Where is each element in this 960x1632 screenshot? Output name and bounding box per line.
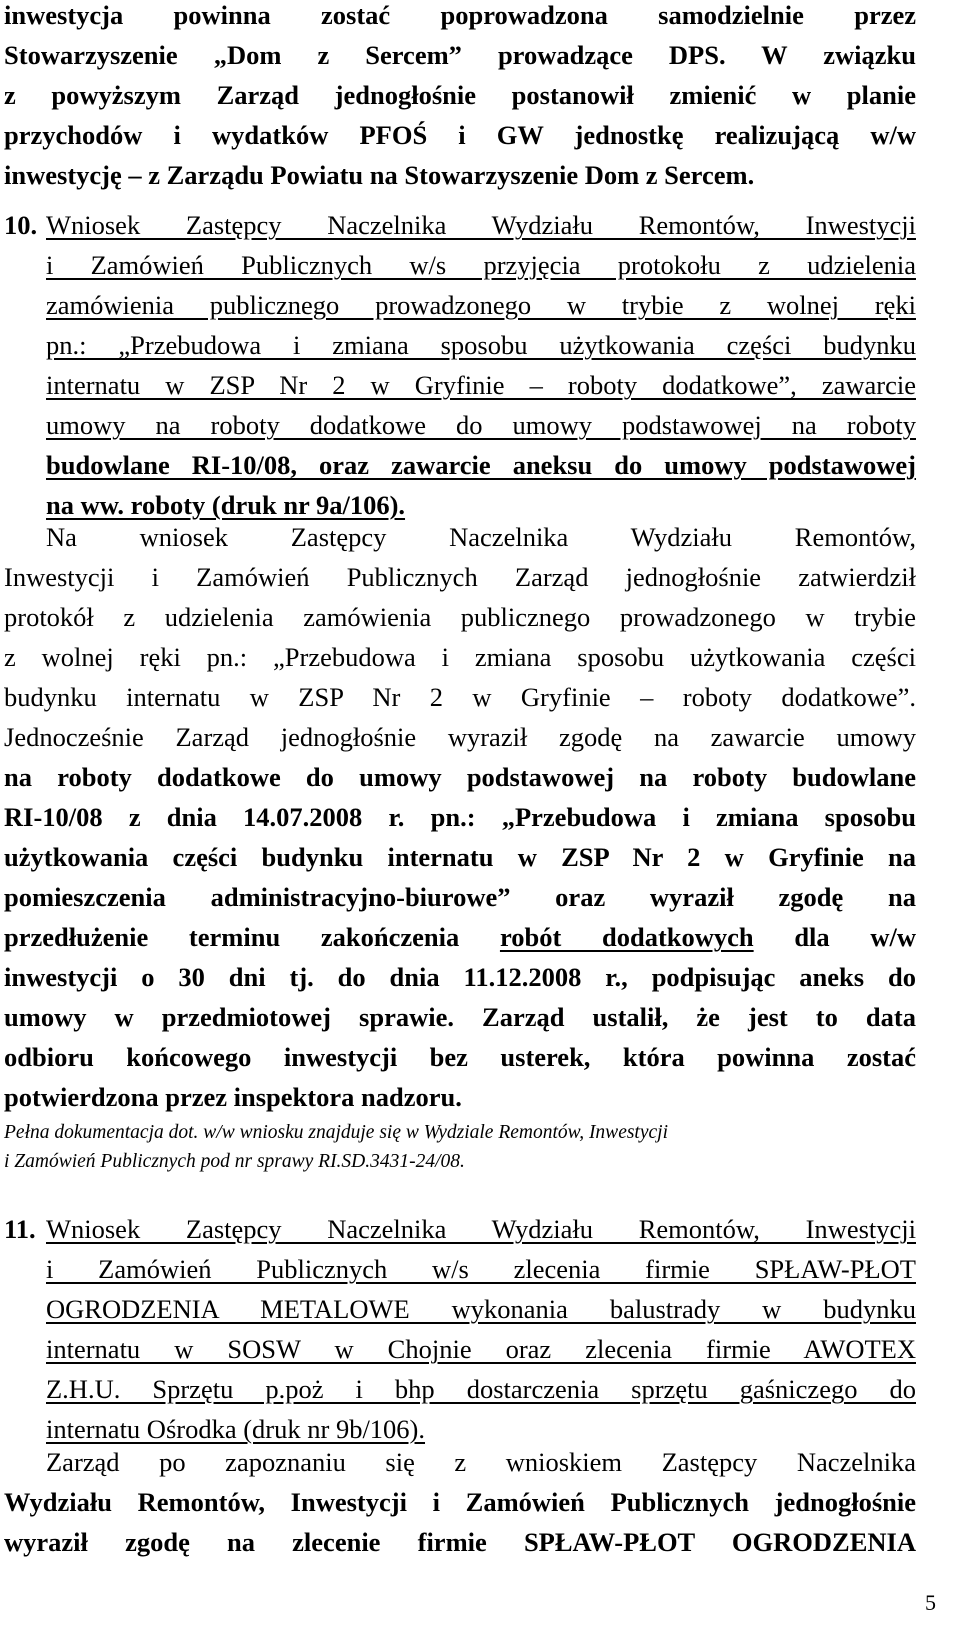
note-line: Pełna dokumentacja dot. w/w wniosku znajduje się w Wydziale Remontów, Inwestycji [4,1122,668,1143]
text-line: Wniosek Zastępcy Naczelnika Wydziału Remontów, Inwestycji [46,1214,916,1244]
note-line: i Zamówień Publicznych pod nr sprawy RI.SD.3431-24/08. [4,1151,465,1172]
text-line: z powyższym Zarząd jednogłośnie postanowił zmienić w planie [4,80,916,110]
text-line: Wniosek Zastępcy Naczelnika Wydziału Remontów, Inwestycji [46,210,916,240]
text-line: pomieszczenia administracyjno-biurowe” oraz wyraził zgodę na [4,882,916,912]
text-line: budowlane RI-10/08, oraz zawarcie aneksu do umowy podstawowej [46,450,916,480]
text-line: Stowarzyszenie „Dom z Sercem” prowadzące DPS. W związku [4,40,916,70]
page-number: 5 [925,1590,936,1615]
text-line: na ww. roboty (druk nr 9a/106). [46,490,406,520]
item-10-heading [4,205,916,525]
text-line: budynku internatu w ZSP Nr 2 w Gryfinie – roboty dodatkowe”. [4,682,916,712]
text-line: Zarząd po zapoznaniu się z wnioskiem Zastępcy Naczelnika [46,1447,916,1477]
item-number: 11. [4,1214,36,1244]
text-line: wyraził zgodę na zlecenie firmie SPŁAW-PŁOT OGRODZENIA [4,1527,916,1557]
text-line: potwierdzona przez inspektora nadzoru. [4,1082,462,1112]
text-line: inwestycji o 30 dni tj. do dnia 11.12.2008 r., podpisując aneks do [4,962,916,992]
text-line: Jednocześnie Zarząd jednogłośnie wyraził zgodę na zawarcie umowy [4,722,916,752]
text-line-with-underline [4,917,916,957]
text-line: internatu Ośrodka (druk nr 9b/106). [46,1414,426,1444]
documentation-note [4,1118,916,1176]
item-10-resolution [4,517,916,1117]
text-line: Z.H.U. Sprzętu p.poż i bhp dostarczenia sprzętu gaśniczego do [46,1374,916,1404]
text-line: przychodów i wydatków PFOŚ i GW jednostkę realizującą w/w [4,120,916,150]
top-paragraph [4,0,916,195]
text-line: internatu w SOSW w Chojnie oraz zlecenia firmie AWOTEX [46,1334,916,1364]
text-line: Inwestycji i Zamówień Publicznych Zarząd jednogłośnie zatwierdził [4,562,916,592]
text-segment: przedłużenie terminu zakończenia [4,922,500,952]
text-line: i Zamówień Publicznych w/s zlecenia firmie SPŁAW-PŁOT [46,1254,916,1284]
text-line: z wolnej ręki pn.: „Przebudowa i zmiana sposobu użytkowania części [4,642,916,672]
text-line: odbioru końcowego inwestycji bez usterek, która powinna zostać [4,1042,916,1072]
text-line: zamówienia publicznego prowadzonego w trybie z wolnej ręki [46,290,916,320]
text-segment: dla w/w [753,922,916,952]
item-10-text [46,205,916,525]
text-line: Wydziału Remontów, Inwestycji i Zamówień Publicznych jednogłośnie [4,1487,916,1517]
text-line: na roboty dodatkowe do umowy podstawowej na roboty budowlane [4,762,916,792]
text-line: OGRODZENIA METALOWE wykonania balustrady w budynku [46,1294,916,1324]
text-line: użytkowania części budynku internatu w ZSP Nr 2 w Gryfinie na [4,842,916,872]
text-line: umowy na roboty dodatkowe do umowy podstawowej na roboty [46,410,916,440]
text-line: RI-10/08 z dnia 14.07.2008 r. pn.: „Przebudowa i zmiana sposobu [4,802,916,832]
text-line: i Zamówień Publicznych w/s przyjęcia protokołu z udzielenia [46,250,916,280]
text-line: Na wniosek Zastępcy Naczelnika Wydziału Remontów, [46,522,916,552]
text-line: protokół z udzielenia zamówienia publicznego prowadzonego w trybie [4,602,916,632]
item-11-text [46,1209,916,1449]
item-11-resolution [4,1442,916,1562]
underlined-phrase: robót dodatkowych [499,922,754,952]
text-line: inwestycja powinna zostać poprowadzona samodzielnie przez [4,0,916,30]
item-11-heading [4,1209,916,1449]
item-number: 10. [4,210,38,240]
text-line: inwestycję – z Zarządu Powiatu na Stowarzyszenie Dom z Sercem. [4,160,755,190]
text-line: umowy w przedmiotowej sprawie. Zarząd ustalił, że jest to data [4,1002,916,1032]
text-line: pn.: „Przebudowa i zmiana sposobu użytkowania części budynku [46,330,916,360]
text-line: internatu w ZSP Nr 2 w Gryfinie – roboty dodatkowe”, zawarcie [46,370,916,400]
